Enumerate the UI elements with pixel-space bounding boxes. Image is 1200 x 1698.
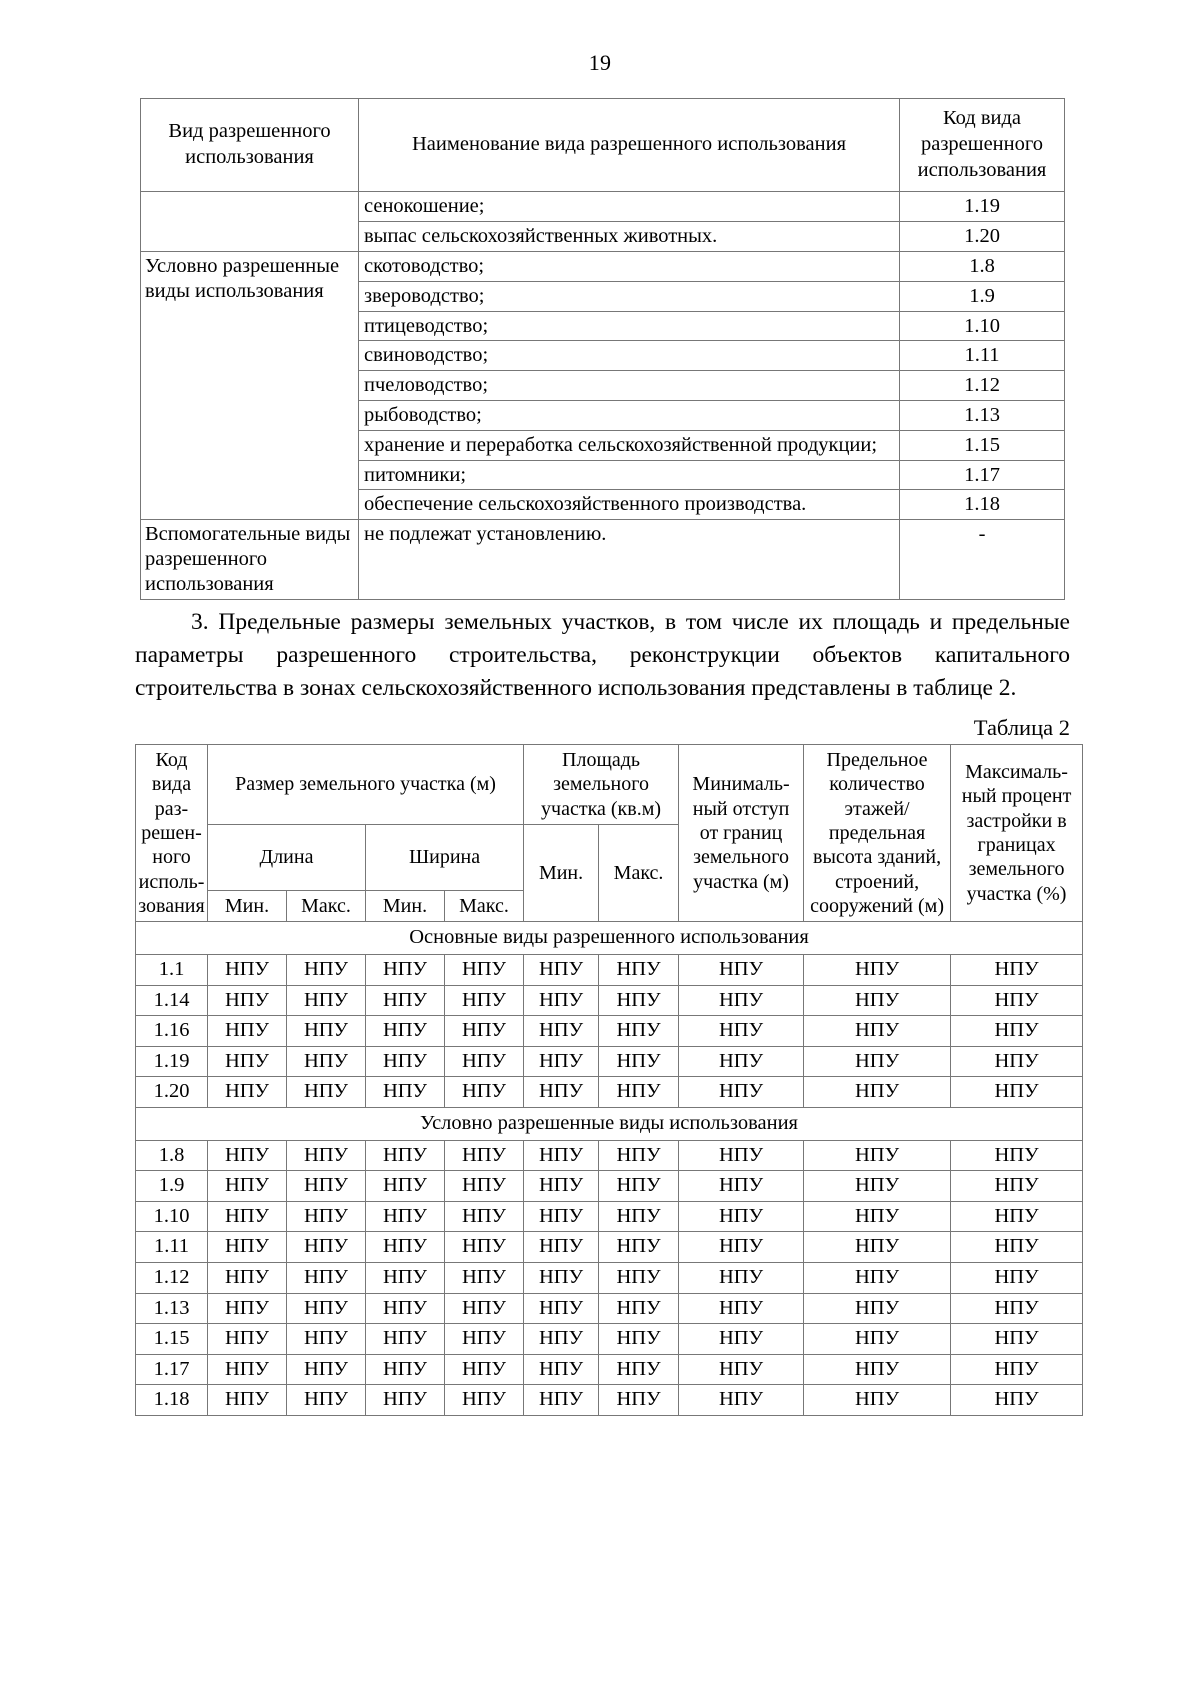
- table2-cell-value: НПУ: [287, 985, 366, 1016]
- paragraph-3: 3. Предельные размеры земельных участков, в том числе их площадь и предельные параметры разрешенного строительства, реконструкции объектов капитального строительства в зонах сельскохозяйственного использования представлены в таблице 2.: [135, 608, 1070, 702]
- table1-body: [141, 192, 1065, 599]
- table2-cell-value: НПУ: [445, 1385, 524, 1416]
- table-row: [136, 1046, 1083, 1077]
- table2-cell-value: НПУ: [804, 1293, 951, 1324]
- table2-cell-value: НПУ: [951, 1077, 1083, 1108]
- table2-cell-value: НПУ: [287, 1171, 366, 1202]
- table2-cell-value: НПУ: [679, 1354, 804, 1385]
- table2-cell-code: 1.20: [136, 1077, 208, 1108]
- table2-header-code: Код вида раз-решен-ного исполь-зования: [136, 744, 208, 922]
- table1-header: [141, 99, 1065, 192]
- table2-cell-value: НПУ: [679, 1046, 804, 1077]
- table1-cell-code: 1.18: [900, 490, 1065, 520]
- permitted-use-table: [140, 98, 1065, 600]
- table2-cell-value: НПУ: [679, 955, 804, 986]
- table2-cell-value: НПУ: [366, 1232, 445, 1263]
- table2-header-coverage: Максималь-ный процент застройки в границах земельного участка (%): [951, 744, 1083, 922]
- table2-cell-value: НПУ: [951, 1232, 1083, 1263]
- table2-cell-value: НПУ: [804, 985, 951, 1016]
- table2-cell-value: НПУ: [287, 1262, 366, 1293]
- table2-cell-code: 1.11: [136, 1232, 208, 1263]
- table1-cell-code: 1.12: [900, 371, 1065, 401]
- table2-cell-value: НПУ: [951, 1262, 1083, 1293]
- table2-header-length: Длина: [208, 824, 366, 890]
- table2-cell-code: 1.15: [136, 1324, 208, 1355]
- table2-cell-value: НПУ: [951, 1201, 1083, 1232]
- table2-cell-code: 1.8: [136, 1140, 208, 1171]
- table2-cell-value: НПУ: [208, 1293, 287, 1324]
- table2-header-setback: Минималь-ный отступ от границ земельного участка (м): [679, 744, 804, 922]
- table2-cell-value: НПУ: [445, 1232, 524, 1263]
- table2-cell-value: НПУ: [524, 1140, 599, 1171]
- table2-cell-value: НПУ: [445, 1201, 524, 1232]
- table1-header-name: Наименование вида разрешенного использования: [359, 99, 900, 192]
- table1-cell-name: сенокошение;: [359, 192, 900, 222]
- table2-cell-value: НПУ: [599, 1140, 679, 1171]
- table1-cell-kind: Вспомогательные виды разрешенного использования: [141, 520, 359, 599]
- table2-cell-value: НПУ: [951, 1140, 1083, 1171]
- table2-cell-value: НПУ: [208, 1354, 287, 1385]
- table2-cell-value: НПУ: [287, 1046, 366, 1077]
- table2-cell-value: НПУ: [524, 1354, 599, 1385]
- table2-cell-code: 1.1: [136, 955, 208, 986]
- table2-cell-value: НПУ: [445, 1324, 524, 1355]
- table2-cell-value: НПУ: [366, 1016, 445, 1047]
- table1-cell-name: рыбоводство;: [359, 401, 900, 431]
- table2-container: [0, 744, 1200, 1416]
- table2-cell-value: НПУ: [287, 955, 366, 986]
- table2-cell-value: НПУ: [208, 1077, 287, 1108]
- table2-cell-value: НПУ: [679, 1201, 804, 1232]
- table-row: [136, 1293, 1083, 1324]
- table2-cell-value: НПУ: [445, 1171, 524, 1202]
- table2-cell-value: НПУ: [208, 1171, 287, 1202]
- table1-cell-name: пчеловодство;: [359, 371, 900, 401]
- table1-header-code: Код вида разрешенного использования: [900, 99, 1065, 192]
- table2-cell-value: НПУ: [599, 955, 679, 986]
- table2-cell-value: НПУ: [599, 1232, 679, 1263]
- page-number: 19: [588, 50, 612, 75]
- table2-cell-value: НПУ: [951, 1385, 1083, 1416]
- table2-cell-value: НПУ: [804, 955, 951, 986]
- table1-cell-code: 1.20: [900, 222, 1065, 252]
- table2-cell-value: НПУ: [208, 1232, 287, 1263]
- table2-cell-value: НПУ: [524, 1324, 599, 1355]
- table2-cell-value: НПУ: [366, 1171, 445, 1202]
- table2-cell-value: НПУ: [679, 1293, 804, 1324]
- table2-header-area-min: Мин.: [524, 824, 599, 922]
- table1-header-kind: Вид разрешенного использования: [141, 99, 359, 192]
- table2-cell-value: НПУ: [524, 1201, 599, 1232]
- table2-cell-value: НПУ: [679, 1016, 804, 1047]
- table2-cell-value: НПУ: [208, 955, 287, 986]
- table2-cell-value: НПУ: [524, 1171, 599, 1202]
- table2-cell-value: НПУ: [599, 1046, 679, 1077]
- table2-cell-code: 1.14: [136, 985, 208, 1016]
- table-row: [136, 1201, 1083, 1232]
- table2-cell-value: НПУ: [208, 1324, 287, 1355]
- table-row: [136, 1385, 1083, 1416]
- table2-cell-value: НПУ: [599, 1385, 679, 1416]
- table2-cell-value: НПУ: [951, 1293, 1083, 1324]
- table2-cell-value: НПУ: [366, 985, 445, 1016]
- table2-cell-code: 1.12: [136, 1262, 208, 1293]
- table2-section-row: [136, 922, 1083, 955]
- table-row: [136, 1016, 1083, 1047]
- table1-cell-name: хранение и переработка сельскохозяйственной продукции;: [359, 430, 900, 460]
- table2-cell-value: НПУ: [445, 1140, 524, 1171]
- table-row: [141, 192, 1065, 222]
- table-row: [136, 955, 1083, 986]
- table2-section-title: Условно разрешенные виды использования: [136, 1108, 1083, 1141]
- table2-cell-value: НПУ: [524, 1046, 599, 1077]
- table2-cell-value: НПУ: [366, 1046, 445, 1077]
- table1-cell-code: 1.17: [900, 460, 1065, 490]
- table2-cell-value: НПУ: [679, 1171, 804, 1202]
- table2-cell-value: НПУ: [951, 1016, 1083, 1047]
- table2-cell-value: НПУ: [287, 1016, 366, 1047]
- table2-cell-value: НПУ: [951, 1324, 1083, 1355]
- table2-cell-value: НПУ: [208, 1385, 287, 1416]
- table2-cell-value: НПУ: [951, 1046, 1083, 1077]
- table2-cell-value: НПУ: [208, 985, 287, 1016]
- table2-cell-value: НПУ: [804, 1385, 951, 1416]
- table-row: [136, 1354, 1083, 1385]
- table1-cell-name: звероводство;: [359, 281, 900, 311]
- table-row: [136, 1140, 1083, 1171]
- table-row: [136, 1232, 1083, 1263]
- table2-cell-value: НПУ: [804, 1354, 951, 1385]
- table2-cell-value: НПУ: [599, 1201, 679, 1232]
- table2-cell-value: НПУ: [951, 985, 1083, 1016]
- table1-cell-code: 1.10: [900, 311, 1065, 341]
- table1-cell-code: 1.15: [900, 430, 1065, 460]
- table2-cell-value: НПУ: [445, 1262, 524, 1293]
- table2-cell-code: 1.10: [136, 1201, 208, 1232]
- table2-cell-value: НПУ: [679, 1077, 804, 1108]
- table2-cell-value: НПУ: [804, 1232, 951, 1263]
- table2-cell-value: НПУ: [366, 1354, 445, 1385]
- table2-cell-value: НПУ: [804, 1046, 951, 1077]
- table2-cell-value: НПУ: [445, 955, 524, 986]
- table2-cell-value: НПУ: [599, 985, 679, 1016]
- table2-cell-value: НПУ: [366, 1293, 445, 1324]
- table2-cell-value: НПУ: [524, 955, 599, 986]
- table2-cell-value: НПУ: [366, 955, 445, 986]
- table2-cell-value: НПУ: [445, 1016, 524, 1047]
- table2-cell-value: НПУ: [445, 985, 524, 1016]
- table1-cell-code: 1.8: [900, 252, 1065, 282]
- table2-cell-value: НПУ: [804, 1171, 951, 1202]
- table2-cell-value: НПУ: [287, 1293, 366, 1324]
- table1-cell-code: -: [900, 520, 1065, 599]
- table2-cell-value: НПУ: [599, 1171, 679, 1202]
- table2-cell-value: НПУ: [287, 1201, 366, 1232]
- table2-cell-value: НПУ: [679, 985, 804, 1016]
- table2-header-area-group: Площадь земельного участка (кв.м): [524, 744, 679, 824]
- table1-cell-name: птицеводство;: [359, 311, 900, 341]
- table1-cell-name: выпас сельскохозяйственных животных.: [359, 222, 900, 252]
- table-row: [141, 252, 1065, 282]
- table2-cell-code: 1.13: [136, 1293, 208, 1324]
- table2-cell-value: НПУ: [208, 1140, 287, 1171]
- table2-cell-code: 1.16: [136, 1016, 208, 1047]
- table1-cell-code: 1.13: [900, 401, 1065, 431]
- table1-cell-code: 1.19: [900, 192, 1065, 222]
- table2-cell-code: 1.19: [136, 1046, 208, 1077]
- table2-cell-value: НПУ: [524, 1293, 599, 1324]
- table2-cell-value: НПУ: [366, 1201, 445, 1232]
- table2-header: [136, 744, 1083, 922]
- table2-cell-value: НПУ: [679, 1324, 804, 1355]
- table2-cell-value: НПУ: [599, 1262, 679, 1293]
- table2-cell-value: НПУ: [287, 1385, 366, 1416]
- table2-header-length-max: Макс.: [287, 891, 366, 922]
- table2-cell-value: НПУ: [679, 1232, 804, 1263]
- table2-cell-value: НПУ: [524, 1232, 599, 1263]
- table2-cell-value: НПУ: [951, 1171, 1083, 1202]
- table-row: [136, 1262, 1083, 1293]
- table2-cell-value: НПУ: [599, 1077, 679, 1108]
- table2-cell-value: НПУ: [287, 1140, 366, 1171]
- table2-caption: Таблица 2: [973, 714, 1070, 740]
- table1-cell-kind: [141, 192, 359, 252]
- table-row: [136, 985, 1083, 1016]
- table2-cell-value: НПУ: [951, 1354, 1083, 1385]
- table1-container: [0, 98, 1200, 600]
- table2-section-title: Основные виды разрешенного использования: [136, 922, 1083, 955]
- table2-cell-value: НПУ: [208, 1262, 287, 1293]
- table2-cell-value: НПУ: [524, 1077, 599, 1108]
- table2-cell-value: НПУ: [599, 1354, 679, 1385]
- table-row: [136, 1324, 1083, 1355]
- table2-header-row-1: [136, 744, 1083, 824]
- table2-header-floors: Предельное количество этажей/ предельная высота зданий, строений, сооружений (м): [804, 744, 951, 922]
- table2-cell-value: НПУ: [804, 1140, 951, 1171]
- table1-cell-name: питомники;: [359, 460, 900, 490]
- table2-cell-code: 1.17: [136, 1354, 208, 1385]
- table2-cell-value: НПУ: [951, 955, 1083, 986]
- table2-header-width: Ширина: [366, 824, 524, 890]
- table2-cell-value: НПУ: [524, 985, 599, 1016]
- table2-header-width-max: Макс.: [445, 891, 524, 922]
- table2-cell-value: НПУ: [804, 1077, 951, 1108]
- table2-cell-value: НПУ: [679, 1385, 804, 1416]
- table2-cell-value: НПУ: [804, 1262, 951, 1293]
- table2-cell-value: НПУ: [287, 1324, 366, 1355]
- table2-cell-code: 1.9: [136, 1171, 208, 1202]
- table2-cell-value: НПУ: [208, 1201, 287, 1232]
- table2-cell-value: НПУ: [524, 1016, 599, 1047]
- table2-header-length-min: Мин.: [208, 891, 287, 922]
- table2-cell-value: НПУ: [287, 1232, 366, 1263]
- table2-cell-value: НПУ: [599, 1293, 679, 1324]
- table2-cell-value: НПУ: [287, 1354, 366, 1385]
- table1-cell-name: обеспечение сельскохозяйственного производства.: [359, 490, 900, 520]
- table2-cell-value: НПУ: [599, 1016, 679, 1047]
- table2-cell-value: НПУ: [804, 1201, 951, 1232]
- table-row: [136, 1171, 1083, 1202]
- table2-cell-code: 1.18: [136, 1385, 208, 1416]
- table1-cell-kind: Условно разрешенные виды использования: [141, 252, 359, 520]
- parameters-table: [135, 744, 1083, 1416]
- table2-section-row: [136, 1108, 1083, 1141]
- table2-cell-value: НПУ: [287, 1077, 366, 1108]
- table-row: [141, 520, 1065, 599]
- table2-cell-value: НПУ: [679, 1140, 804, 1171]
- table2-cell-value: НПУ: [599, 1324, 679, 1355]
- table2-cell-value: НПУ: [208, 1046, 287, 1077]
- table1-cell-name: свиноводство;: [359, 341, 900, 371]
- table2-cell-value: НПУ: [366, 1262, 445, 1293]
- table2-cell-value: НПУ: [445, 1293, 524, 1324]
- table2-header-size-group: Размер земельного участка (м): [208, 744, 524, 824]
- table1-cell-name: скотоводство;: [359, 252, 900, 282]
- table2-body: [136, 922, 1083, 1416]
- table1-cell-code: 1.9: [900, 281, 1065, 311]
- table1-header-row: [141, 99, 1065, 192]
- table2-cell-value: НПУ: [208, 1016, 287, 1047]
- table2-cell-value: НПУ: [445, 1046, 524, 1077]
- table2-header-area-max: Макс.: [599, 824, 679, 922]
- table2-cell-value: НПУ: [804, 1324, 951, 1355]
- table2-cell-value: НПУ: [366, 1077, 445, 1108]
- table2-cell-value: НПУ: [366, 1324, 445, 1355]
- table-row: [136, 1077, 1083, 1108]
- table2-cell-value: НПУ: [366, 1140, 445, 1171]
- table2-cell-value: НПУ: [524, 1262, 599, 1293]
- table2-cell-value: НПУ: [445, 1077, 524, 1108]
- table2-cell-value: НПУ: [445, 1354, 524, 1385]
- table2-cell-value: НПУ: [804, 1016, 951, 1047]
- table2-cell-value: НПУ: [366, 1385, 445, 1416]
- table2-cell-value: НПУ: [524, 1385, 599, 1416]
- table2-cell-value: НПУ: [679, 1262, 804, 1293]
- table1-cell-name: не подлежат установлению.: [359, 520, 900, 599]
- table1-cell-code: 1.11: [900, 341, 1065, 371]
- table2-header-width-min: Мин.: [366, 891, 445, 922]
